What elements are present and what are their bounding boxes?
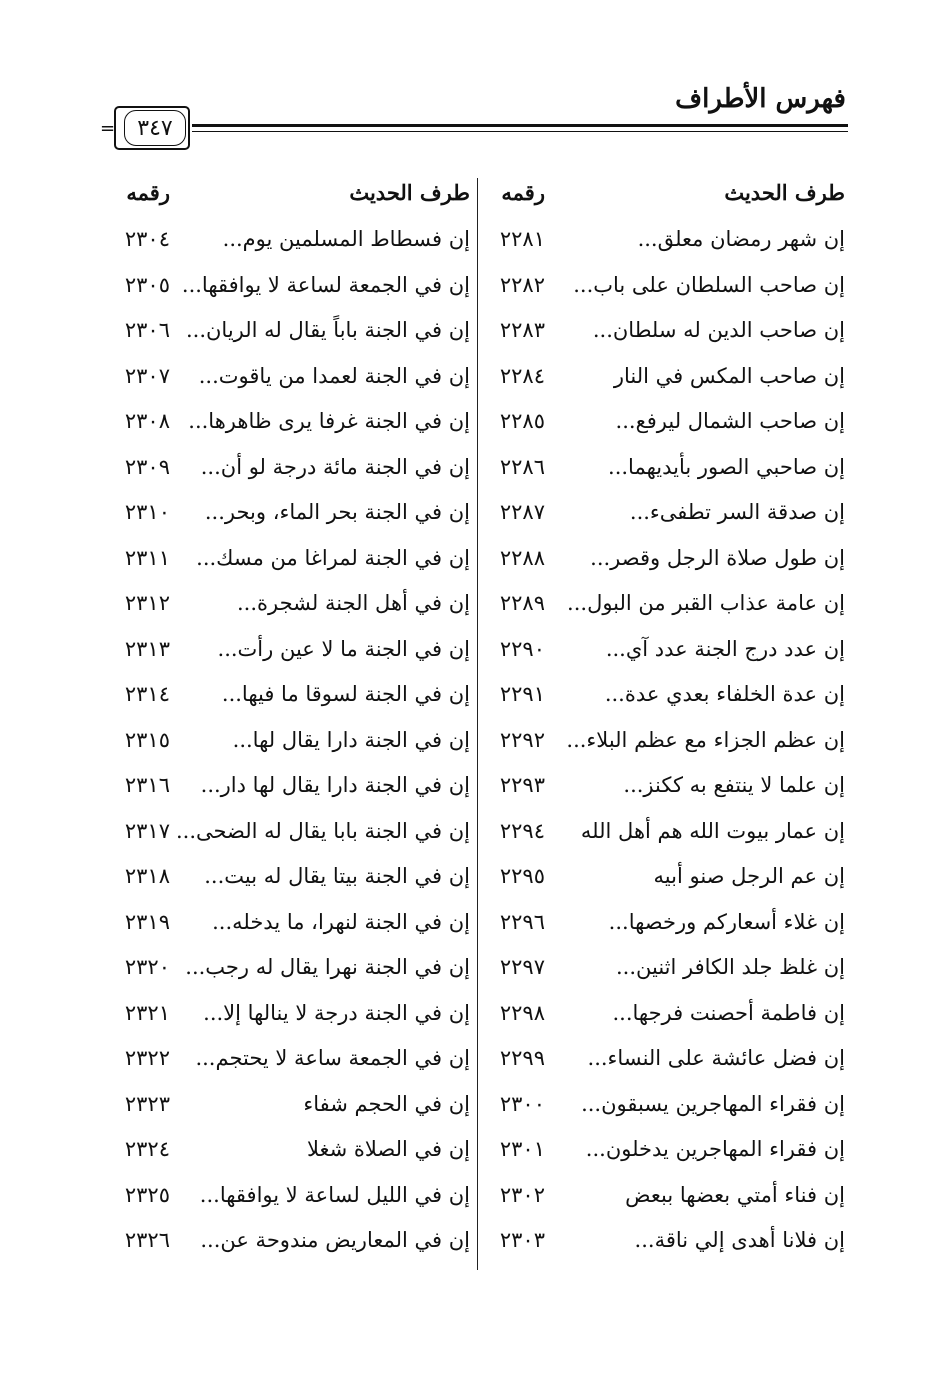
entry-number-right: ٢٢٨٢: [499, 273, 545, 297]
entry-number-right: ٢٢٩٣: [499, 773, 545, 797]
header-narration-left: طرف الحديث: [349, 180, 470, 205]
entry-number-right: ٢٣٠٢: [499, 1183, 545, 1207]
entry-text-left: إن في الحجم شفاء: [303, 1092, 470, 1116]
entry-number-right: ٢٢٨٦: [499, 455, 545, 479]
entry-number-left: ٢٣٢١: [124, 1001, 170, 1025]
entry-number-left: ٢٣١١: [124, 546, 170, 570]
entry-number-left: ٢٣٠٩: [124, 455, 170, 479]
entry-text-left: إن في الجمعة لساعة لا يوافقها...: [181, 273, 470, 297]
running-title: فهرس الأطراف: [675, 84, 846, 114]
entry-text-right: إن فقراء المهاجرين يسبقون...: [581, 1092, 845, 1116]
entry-number-left: ٢٣٠٤: [124, 227, 170, 251]
entry-text-right: إن عظم الجزاء مع عظم البلاء...: [566, 728, 845, 752]
entry-number-left: ٢٣٢٦: [124, 1228, 170, 1252]
entry-text-left: إن في أهل الجنة لشجرة...: [237, 591, 470, 615]
page-number: ٣٤٧: [124, 110, 186, 146]
entry-number-left: ٢٣٠٥: [124, 273, 170, 297]
entry-text-left: إن في الجنة بيتا يقال له بيت...: [204, 864, 470, 888]
entry-number-right: ٢٢٩٠: [499, 637, 545, 661]
entry-text-right: إن صاحب المكس في النار: [613, 364, 845, 388]
entry-number-right: ٢٢٨٣: [499, 318, 545, 342]
entry-text-right: إن عدة الخلفاء بعدي عدة...: [604, 682, 845, 706]
entry-number-right: ٢٢٨٨: [499, 546, 545, 570]
entry-text-right: إن عم الرجل صنو أبيه: [653, 864, 845, 888]
entry-text-left: إن في الجنة دارا يقال لها...: [232, 728, 470, 752]
entry-number-right: ٢٢٩٦: [499, 910, 545, 934]
entry-number-right: ٢٢٩٨: [499, 1001, 545, 1025]
entry-text-right: إن صدقة السر تطفىء...: [629, 500, 845, 524]
entry-text-right: إن فلانا أهدى إلي ناقة...: [634, 1228, 845, 1252]
entry-number-left: ٢٣١٧: [124, 819, 170, 843]
entry-text-left: إن في الجنة لعمدا من ياقوت...: [198, 364, 470, 388]
entry-text-left: إن في الجنة غرفا يرى ظاهرها...: [188, 409, 470, 433]
page-number-dash: =: [100, 118, 116, 139]
entry-number-right: ٢٢٩٤: [499, 819, 545, 843]
entry-text-left: إن في الجنة ما لا عين رأت...: [217, 637, 470, 661]
entry-text-left: إن في الجمعة ساعة لا يحتجم...: [195, 1046, 470, 1070]
entry-text-left: إن في الجنة باباً يقال له الريان...: [185, 318, 470, 342]
header-number-right: رقمه: [501, 180, 545, 205]
entry-number-left: ٢٣١٤: [124, 682, 170, 706]
entry-text-right: إن عدد درج الجنة عدد آي...: [605, 637, 845, 661]
entry-number-left: ٢٣١٦: [124, 773, 170, 797]
entry-number-right: ٢٣٠٣: [499, 1228, 545, 1252]
entry-number-left: ٢٣٢٥: [124, 1183, 170, 1207]
entry-number-left: ٢٣١٠: [124, 500, 170, 524]
entry-text-left: إن في الجنة لمراغا من مسك...: [196, 546, 470, 570]
entry-number-right: ٢٢٩٢: [499, 728, 545, 752]
header-number-left: رقمه: [126, 180, 170, 205]
entry-number-right: ٢٢٨٧: [499, 500, 545, 524]
entry-text-left: إن في الجنة درجة لا ينالها إلا...: [203, 1001, 470, 1025]
entry-text-right: إن فضل عائشة على النساء...: [587, 1046, 845, 1070]
entry-text-left: إن في الجنة لنهرا، ما يدخله...: [212, 910, 470, 934]
entry-text-right: إن عامة عذاب القبر من البول...: [567, 591, 845, 615]
entry-number-right: ٢٢٨٩: [499, 591, 545, 615]
entry-number-right: ٢٣٠١: [499, 1137, 545, 1161]
entry-number-left: ٢٣١٣: [124, 637, 170, 661]
entry-text-right: إن فاطمة أحصنت فرجها...: [612, 1001, 845, 1025]
entry-number-left: ٢٣٢٤: [124, 1137, 170, 1161]
entry-text-left: إن في الجنة بابا يقال له الضحى...: [175, 819, 470, 843]
entry-number-right: ٢٢٩١: [499, 682, 545, 706]
entry-number-right: ٢٣٠٠: [499, 1092, 545, 1116]
entry-number-left: ٢٣١٩: [124, 910, 170, 934]
entry-number-left: ٢٣٢٢: [124, 1046, 170, 1070]
entry-text-left: إن في الجنة بحر الماء، وبحر...: [204, 500, 470, 524]
entry-text-right: إن غلظ جلد الكافر اثنين...: [615, 955, 845, 979]
entry-text-left: إن في الجنة نهرا يقال له رجب...: [185, 955, 470, 979]
entry-number-left: ٢٣٠٨: [124, 409, 170, 433]
entry-text-right: إن فقراء المهاجرين يدخلون...: [585, 1137, 845, 1161]
entry-number-left: ٢٣١٥: [124, 728, 170, 752]
entry-number-right: ٢٢٩٥: [499, 864, 545, 888]
entry-text-right: إن صاحبي الصور بأيديهما...: [608, 455, 845, 479]
entry-text-right: إن صاحب الشمال ليرفع...: [615, 409, 845, 433]
entry-text-right: إن صاحب السلطان على باب...: [573, 273, 845, 297]
entry-number-right: ٢٢٨١: [499, 227, 545, 251]
entry-number-left: ٢٣١٨: [124, 864, 170, 888]
entry-number-right: ٢٢٨٥: [499, 409, 545, 433]
entry-text-right: إن شهر رمضان معلق...: [637, 227, 845, 251]
entry-text-right: إن علما لا ينتفع به ككنز...: [623, 773, 845, 797]
header-narration-right: طرف الحديث: [724, 180, 845, 205]
entry-text-left: إن فسطاط المسلمين يوم...: [222, 227, 470, 251]
entry-text-left: إن في المعاريض مندوحة عن...: [200, 1228, 470, 1252]
entry-number-right: ٢٢٩٧: [499, 955, 545, 979]
entry-text-left: إن في الجنة لسوقا ما فيها...: [221, 682, 470, 706]
entry-text-left: إن في الجنة مائة درجة لو أن...: [200, 455, 470, 479]
entry-number-left: ٢٣٢٣: [124, 1092, 170, 1116]
entry-number-left: ٢٣٢٠: [124, 955, 170, 979]
entry-text-right: إن عمار بيوت الله هم أهل الله: [580, 819, 845, 843]
entry-text-left: إن في الليل لساعة لا يوافقها...: [199, 1183, 470, 1207]
entry-text-right: إن صاحب الدين له سلطان...: [592, 318, 845, 342]
entry-number-left: ٢٣٠٦: [124, 318, 170, 342]
entry-number-left: ٢٣٠٧: [124, 364, 170, 388]
entry-number-right: ٢٢٨٤: [499, 364, 545, 388]
entry-text-right: إن غلاء أسعاركم ورخصها...: [608, 910, 845, 934]
entry-text-right: إن طول صلاة الرجل وقصر...: [590, 546, 845, 570]
entry-text-left: إن في الصلاة شغلا: [306, 1137, 470, 1161]
entry-text-right: إن فناء أمتي بعضها ببعض: [625, 1183, 845, 1207]
entry-text-left: إن في الجنة دارا يقال لها دار...: [200, 773, 470, 797]
entry-number-right: ٢٢٩٩: [499, 1046, 545, 1070]
entry-number-left: ٢٣١٢: [124, 591, 170, 615]
